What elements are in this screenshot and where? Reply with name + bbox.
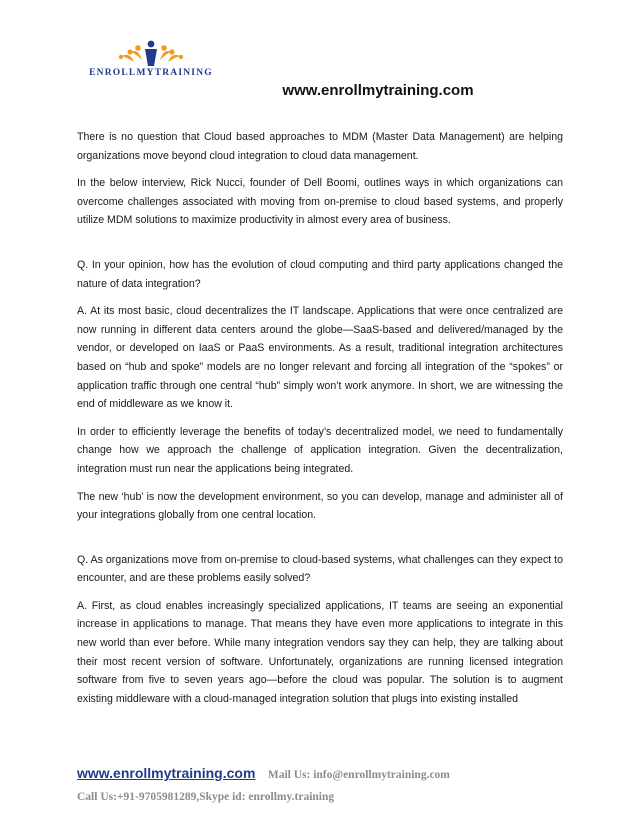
enrollmytraining-logo: [78, 40, 224, 82]
paragraph-efficiency: In order to efficiently leverage the benefits of today’s decentralized model, we need to fundamentally change how we approach the challenge of application integration. Given the decentralization, integration must run near the applications being integrated.: [77, 425, 563, 475]
header-website[interactable]: www.enrollmytraining.com: [282, 82, 474, 99]
logo-text: ENROLLMYTRAINING: [89, 68, 213, 78]
answer-1: A. At its most basic, cloud decentralizes the IT landscape. Applications that were once centralized are now running in different data centers around the globe—SaaS-based and delivered/managed by the vendor, or developed on IaaS or PaaS environments. As a result, traditional integration architectures based on “hub and spoke” models are no longer relevant and forcing all integration of the “spokes” or application traffic through one central “hub” simply won’t work anymore. In short, we are witnessing the end of middleware as we know it.: [77, 305, 563, 411]
footer-website-link[interactable]: www.enrollmytraining.com: [77, 765, 256, 781]
question-2: Q. As organizations move from on-premise to cloud-based systems, what challenges can they expect to encounter, and are these problems easily solved?: [77, 553, 563, 585]
paragraph-interview: In the below interview, Rick Nucci, founder of Dell Boomi, outlines ways in which organizations can overcome challenges associated with moving from on-premise to cloud based systems, and properly utilize MDM solutions to maximize productivity in almost every area of business.: [77, 177, 563, 227]
paragraph-intro: There is no question that Cloud based approaches to MDM (Master Data Management) are helping organizations move beyond cloud integration to cloud data management.: [77, 131, 563, 162]
footer-mail: Mail Us: info@enrollmytraining.com: [267, 769, 450, 781]
paragraph-new-hub: The new ‘hub’ is now the development environment, so you can develop, manage and administer all of your integrations globally from one central location.: [77, 490, 563, 522]
people-logo-icon: [78, 40, 224, 70]
footer: [77, 765, 563, 803]
article-body: [77, 128, 563, 717]
answer-2: A. First, as cloud enables increasingly specialized applications, IT teams are seeing an exponential increase in applications to manage. That means they have even more applications to integrate in this new world than ever before. While many integration vendors say they can help, they are talking about their most recent version of software. Unfortunately, organizations are running licensed integration software from five to seven years ago—before the cloud was popular. The solution is to augment existing middleware with a cloud-managed integration solution that plugs into existing installed: [77, 599, 563, 705]
footer-call: Call Us:+91-9705981289,Skype id: enrollmy.training: [77, 791, 335, 803]
question-1: Q. In your opinion, how has the evolution of cloud computing and third party applications changed the nature of data integration?: [77, 258, 563, 290]
